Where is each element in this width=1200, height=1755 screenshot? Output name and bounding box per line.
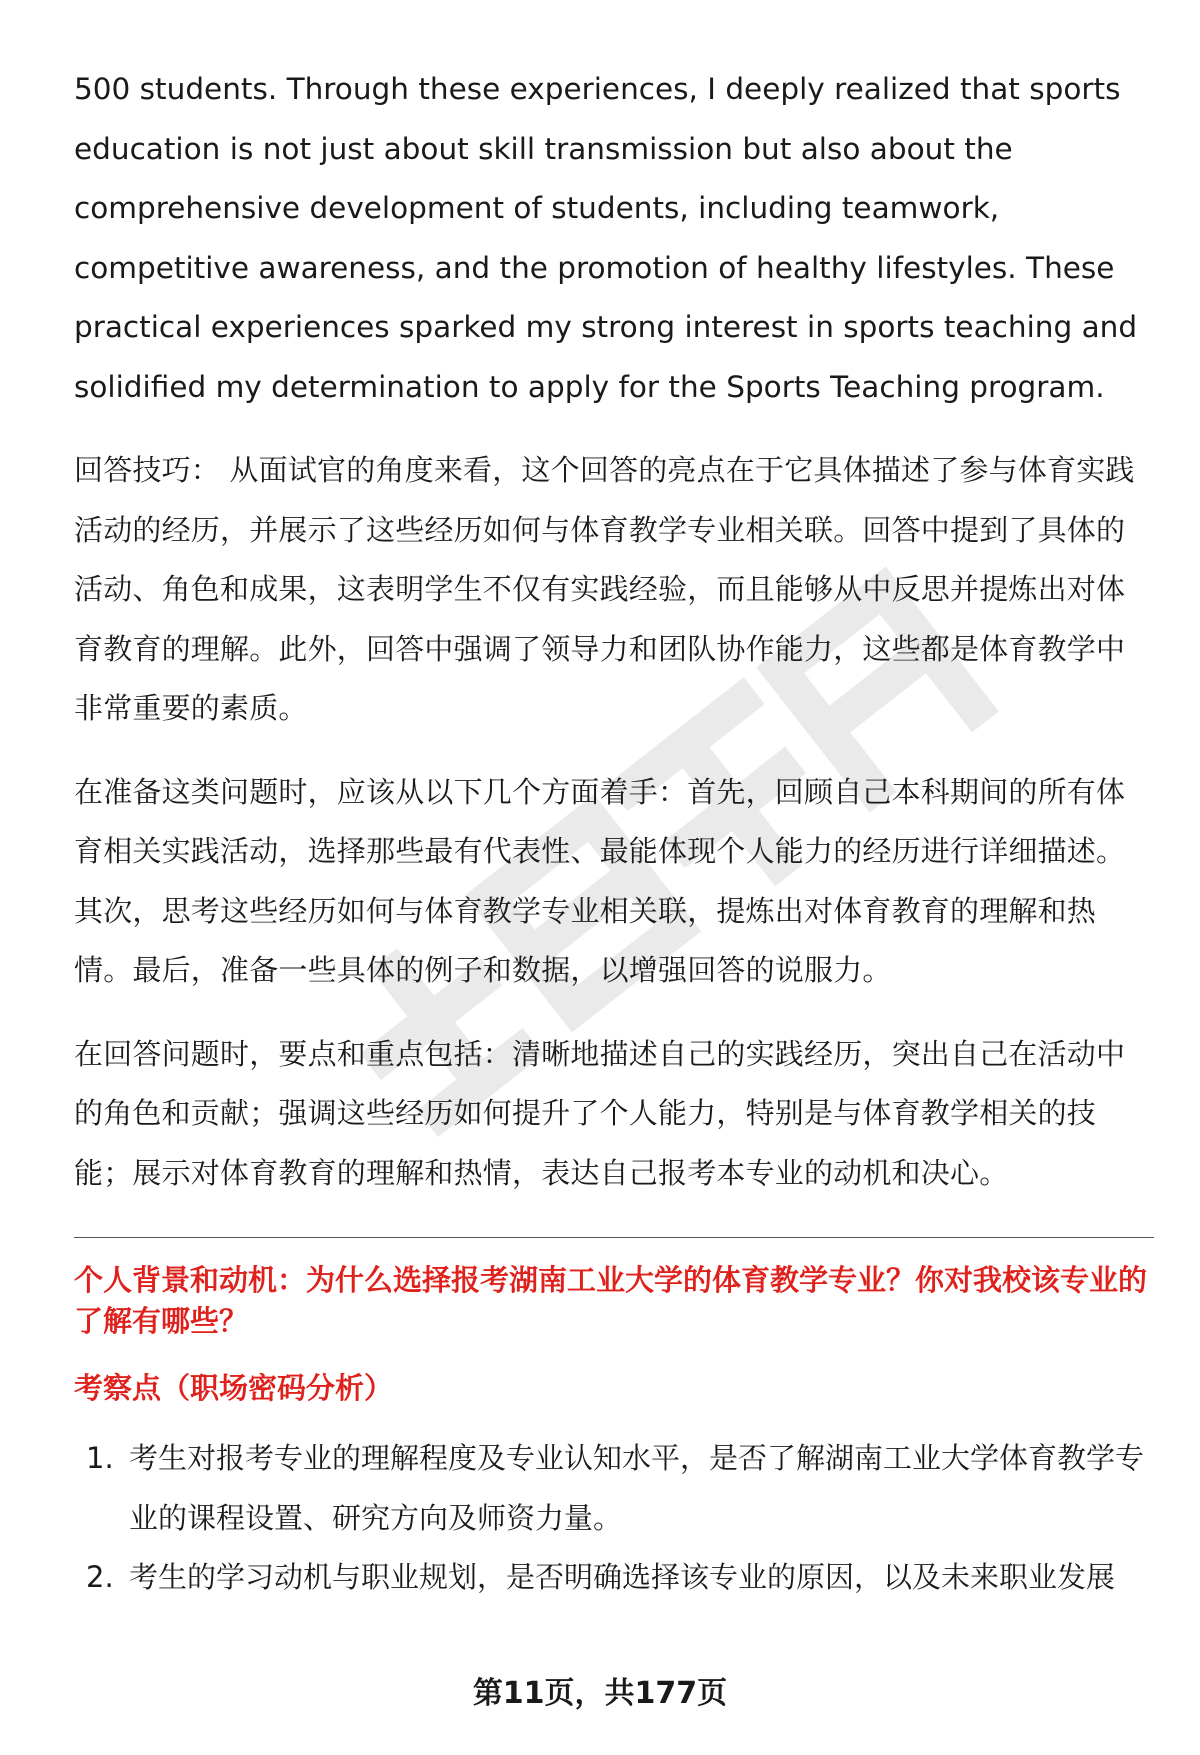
answer-tips-paragraph: 回答技巧： 从面试官的角度来看，这个回答的亮点在于它具体描述了参与体育实践活动的经历，并展示了这些经历如何与体育教学专业相关联。回答中提到了具体的活动、角色和成果，这表明学生不仅有实践经验，而且能够从中反思并提炼出对体育教育的理解。此外，回答中强调了领导力和团队协作能力，这些都是体育教学中非常重要的素质。 <box>74 453 1135 725</box>
preparation-paragraph: 在准备这类问题时，应该从以下几个方面着手：首先，回顾自己本科期间的所有体育相关实践活动，选择那些最有代表性、最能体现个人能力的经历进行详细描述。其次，思考这些经历如何与体育教学专业相关联，提炼出对体育教育的理解和热情。最后，准备一些具体的例子和数据，以增强回答的说服力。 <box>74 774 1126 987</box>
document-page <box>74 60 1154 1608</box>
list-item-number: 1. <box>86 1441 114 1475</box>
answer-paragraph-english: 500 students. Through these experiences, I deeply realized that sports education is not just about skill transmission but also about the comprehensive development of students, including teamwork, competitive awareness, and the promotion of healthy lifestyles. These practical experiences sparked my strong interest in sports teaching and solidified my determination to apply for the Sports Teaching program. <box>74 72 1138 404</box>
key-points-paragraph: 在回答问题时，要点和重点包括：清晰地描述自己的实践经历，突出自己在活动中的角色和贡献；强调这些经历如何提升了个人能力，特别是与体育教学相关的技能；展示对体育教育的理解和热情，表达自己报考本专业的动机和决心。 <box>74 1036 1126 1190</box>
list-item-text: 考生对报考专业的理解程度及专业认知水平，是否了解湖南工业大学体育教学专业的课程设置、研究方向及师资力量。 <box>129 1441 1145 1535</box>
question-title: 个人背景和动机：为什么选择报考湖南工业大学的体育教学专业？你对我校该专业的了解有哪些？ <box>74 1263 1148 1338</box>
page-footer: 第11页，共177页 <box>472 1676 728 1711</box>
list-item <box>74 1429 1154 1548</box>
section-divider <box>74 1237 1154 1238</box>
list-item-number: 2. <box>86 1560 114 1594</box>
section-title: 考察点（职场密码分析） <box>74 1371 394 1405</box>
assessment-points-list <box>74 1429 1154 1608</box>
list-item-text: 考生的学习动机与职业规划，是否明确选择该专业的原因，以及未来职业发展 <box>129 1560 1116 1594</box>
list-item <box>74 1548 1154 1608</box>
